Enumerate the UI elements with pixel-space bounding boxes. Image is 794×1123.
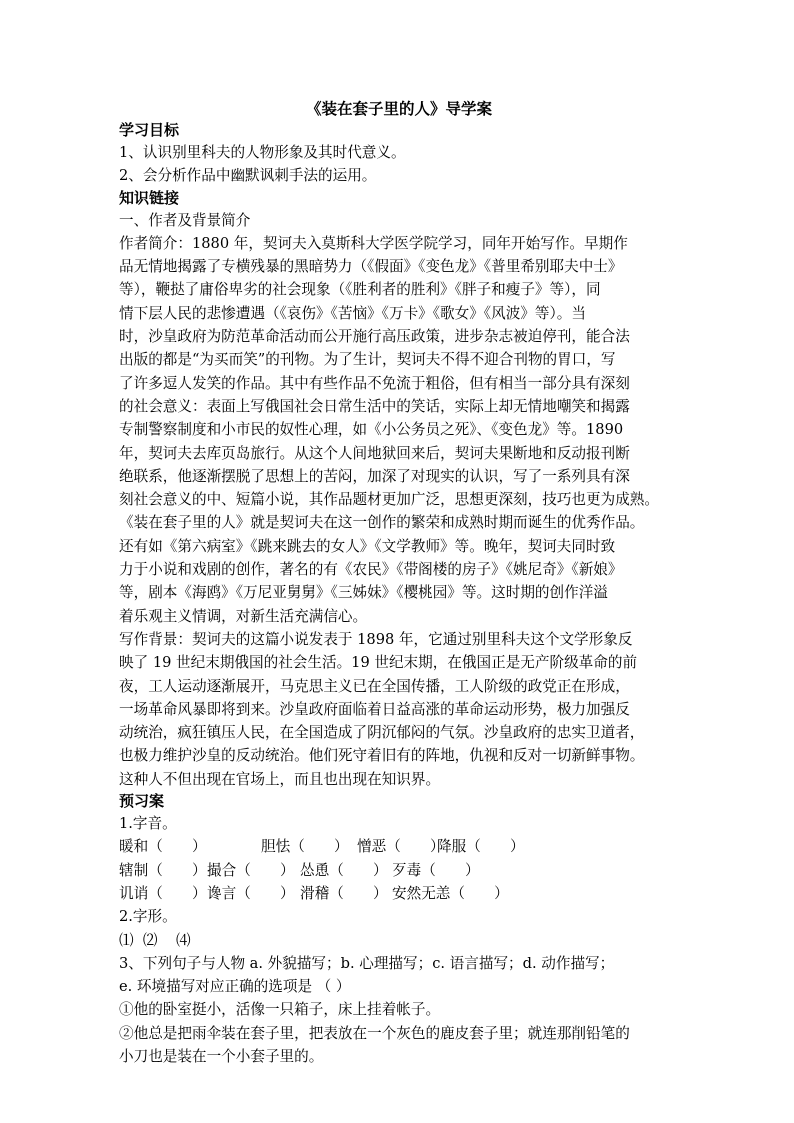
text-line: 刻社会意义的中、短篇小说，其作品题材更加广泛，思想更深刻，技巧也更为成熟。 — [119, 491, 659, 509]
text-line: ②他总是把雨伞装在套子里，把表放在一个灰色的鹿皮套子里；就连那削铅笔的 — [119, 1024, 630, 1042]
text-line: 了许多逗人发笑的作品。其中有些作品不免流于粗俗，但有相当一部分具有深刻 — [119, 374, 630, 392]
text-line: 力于小说和戏剧的创作，著名的有《农民》《带阁楼的房子》《姚尼奇》《新娘》 — [119, 561, 623, 579]
document-page — [119, 98, 679, 1068]
text-line: 夜，工人运动逐渐展开，马克思主义已在全国传播，工人阶级的政党正在形成， — [119, 677, 630, 695]
text-line: 映了 19 世纪末期俄国的社会生活。19 世纪末期，在俄国正是无产阶级革命的前 — [119, 654, 638, 672]
text-line: 作者简介：1880 年，契诃夫入莫斯科大学医学院学习，同年开始写作。早期作 — [119, 234, 628, 252]
text-line: 等，剧本《海鸥》《万尼亚舅舅》《三姊妹》《樱桃园》等。这时期的创作洋溢 — [119, 584, 608, 602]
pronunciation-row — [119, 835, 679, 858]
text-line: 年，契诃夫去库页岛旅行。从这个人间地狱回来后，契诃夫果断地和反动报刊断 — [119, 444, 630, 462]
text-line: 一场革命风暴即将到来。沙皇政府面临着日益高涨的革命运动形势，极力加强反 — [119, 700, 630, 718]
pronunciation-item: 谗言（ ） — [207, 884, 295, 902]
pronunciation-item: 憎恶（ ） — [357, 838, 445, 856]
pronunciation-item: 暖和（ ） — [119, 838, 207, 856]
pronunciation-item: 降服（ ） — [437, 838, 525, 856]
text-line: 情下层人民的悲惨遭遇（《哀伤》《苦恼》《万卡》《歌女》《风波》等）。当 — [119, 304, 586, 322]
pronunciation-item: 歹毒（ ） — [392, 861, 480, 879]
pronunciation-item: 安然无恙（ ） — [392, 884, 509, 902]
pronunciation-item: 滑稽（ ） — [300, 884, 388, 902]
text-line: ①他的卧室挺小，活像一只箱子，床上挂着帐子。 — [119, 1001, 441, 1019]
text-line: 还有如《第六病室》《跳来跳去的女人》《文学教师》等。晚年，契诃夫同时致 — [119, 537, 616, 555]
goal-item: 2、会分析作品中幽默讽刺手法的运用。 — [119, 167, 377, 185]
author-background-subheading: 一、作者及背景简介 — [119, 211, 251, 229]
question-2-label: 2.字形。 — [119, 908, 177, 926]
text-line: 着乐观主义情调，对新生活充满信心。 — [119, 607, 368, 625]
text-line: 出版的都是“为买而笑”的刊物。为了生计，契诃夫不得不迎合刊物的胃口，写 — [119, 351, 616, 369]
pronunciation-row — [119, 882, 679, 905]
preview-heading: 预习案 — [119, 792, 165, 811]
text-line: 这种人不但出现在官场上，而且也出现在知识界。 — [119, 770, 441, 788]
text-line: 《装在套子里的人》就是契诃夫在这一创作的繁荣和成熟时期而诞生的优秀作品。 — [119, 514, 645, 532]
pronunciation-item: 讥诮（ ） — [119, 884, 207, 902]
pronunciation-item: 胆怯（ ） — [261, 838, 349, 856]
pronunciation-item: 怂恿（ ） — [300, 861, 388, 879]
writing-background-paragraph — [119, 628, 679, 791]
pronunciation-item: 辖制（ ） — [119, 861, 207, 879]
text-line: 小刀也是装在一个小套子里的。 — [119, 1047, 324, 1065]
pronunciation-row — [119, 859, 679, 882]
text-line: 也极力维护沙皇的反动统治。他们死守着旧有的阵地，仇视和反对一切新鲜事物。 — [119, 747, 645, 765]
question-2-items: ⑴ ⑵ ⑷ — [119, 931, 191, 949]
goals-heading: 学习目标 — [119, 121, 180, 139]
text-line: 绝联系，他逐渐摆脱了思想上的苦闷，加深了对现实的认识，写了一系列具有深 — [119, 467, 630, 485]
text-line: e. 环境描写对应正确的选项是 （ ） — [119, 978, 351, 996]
text-line: 3、下列句子与人物 a. 外貌描写；b. 心理描写；c. 语言描写；d. 动作描写； — [119, 954, 615, 972]
knowledge-heading: 知识链接 — [119, 188, 180, 207]
goal-item: 1、认识别里科夫的人物形象及其时代意义。 — [119, 144, 406, 161]
text-line: 专制警察制度和小市民的奴性心理，如《小公务员之死》、《变色龙》等。1890 — [119, 421, 624, 439]
text-line: 时，沙皇政府为防范革命活动而公开施行高压政策，进步杂志被迫停刊，能合法 — [119, 328, 630, 346]
question-3 — [119, 952, 679, 1068]
text-line: 品无情地揭露了专横残暴的黑暗势力（《假面》《变色龙》《普里希别耶夫中士》 — [119, 258, 623, 276]
text-line: 等），鞭挞了庸俗卑劣的社会现象（《胜利者的胜利》《胖子和瘦子》等），同 — [119, 281, 601, 299]
text-line: 写作背景：契诃夫的这篇小说发表于 1898 年，它通过别里科夫这个文学形象反 — [119, 630, 633, 648]
pronunciation-item: 撮合（ ） — [207, 861, 295, 879]
author-intro-paragraph — [119, 232, 679, 628]
text-line: 的社会意义：表面上写俄国社会日常生活中的笑话，实际上却无情地嘲笑和揭露 — [119, 397, 630, 415]
document-title: 《装在套子里的人》导学案 — [305, 99, 492, 118]
question-1-label: 1.字音。 — [119, 815, 177, 833]
text-line: 动统治，疯狂镇压人民，在全国造成了阴沉郁闷的气氛。沙皇政府的忠实卫道者， — [119, 724, 645, 742]
